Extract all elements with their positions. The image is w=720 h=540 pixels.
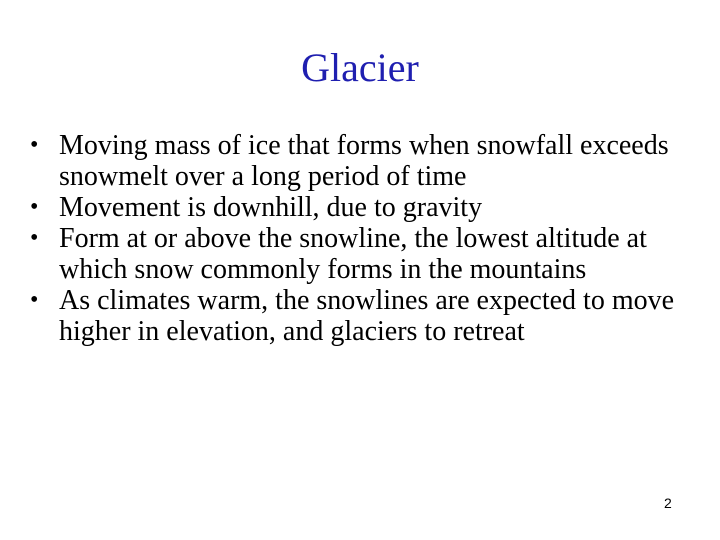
bullet-text: Movement is downhill, due to gravity: [59, 192, 483, 223]
bullet-icon: •: [30, 132, 39, 158]
bullet-item: [30, 192, 700, 223]
bullet-item: [30, 130, 700, 192]
bullet-text: Moving mass of ice that forms when snowfall exceeds snowmelt over a long period of time: [59, 130, 669, 192]
bullet-list: [30, 130, 700, 347]
page-number: 2: [664, 495, 672, 511]
bullet-icon: •: [30, 287, 39, 313]
slide-title: Glacier: [301, 45, 419, 90]
bullet-text: As climates warm, the snowlines are expected to move higher in elevation, and glaciers to retreat: [59, 285, 675, 347]
bullet-item: [30, 223, 700, 285]
bullet-icon: •: [30, 225, 39, 251]
bullet-item: [30, 285, 700, 347]
bullet-text: Form at or above the snowline, the lowest altitude at which snow commonly forms in the mountains: [59, 223, 647, 285]
bullet-icon: •: [30, 194, 39, 220]
